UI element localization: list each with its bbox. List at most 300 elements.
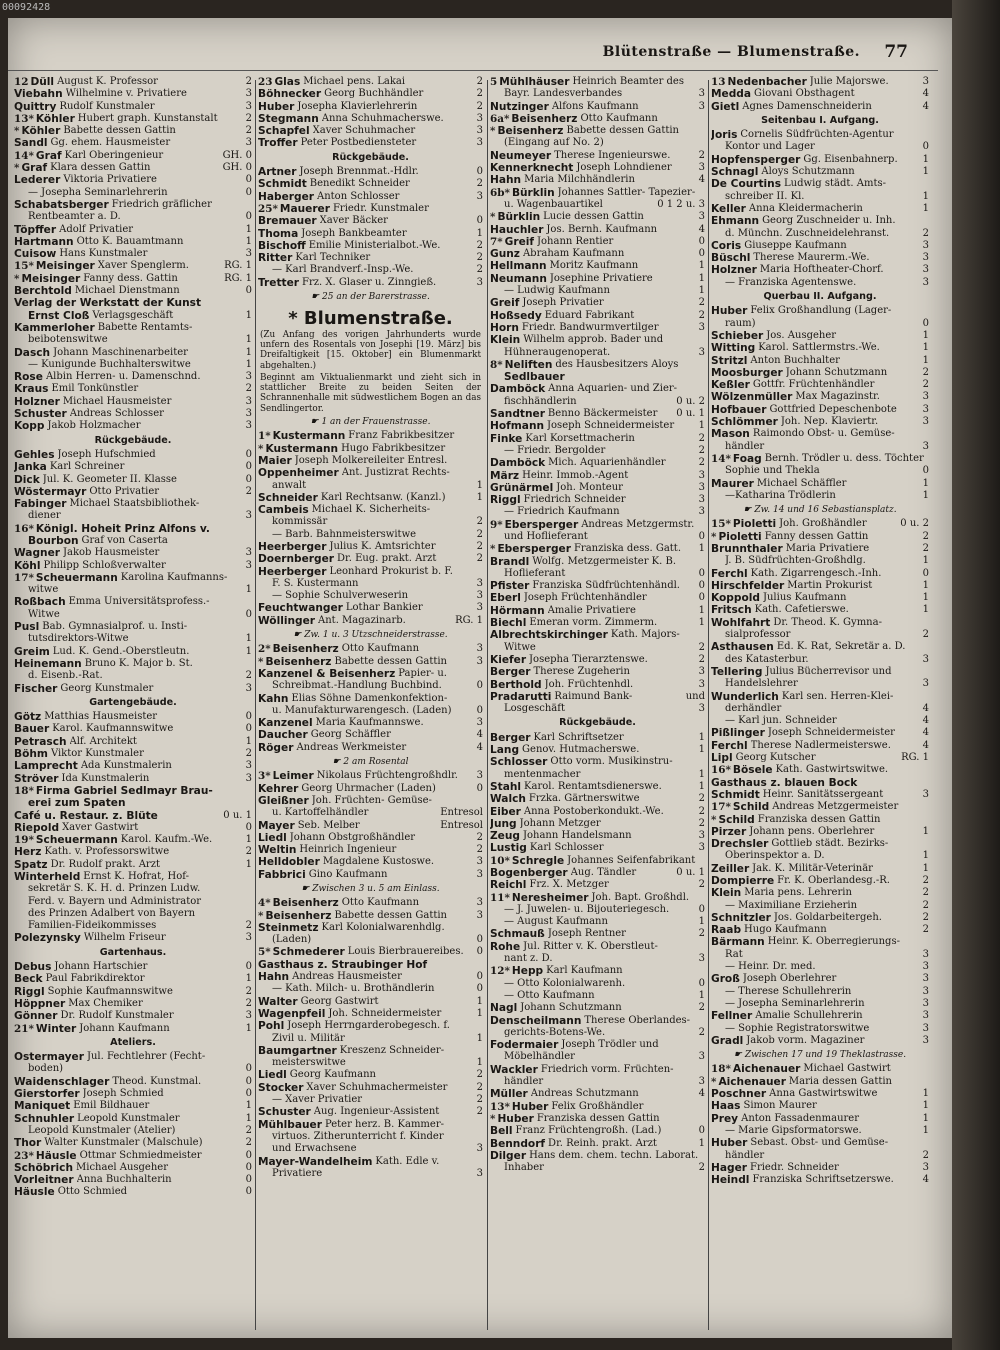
resident-name: Medda (711, 88, 752, 101)
floor-indicator: 1 (245, 858, 252, 870)
resident-name: Daucher (258, 729, 308, 742)
floor-indicator: 2 (476, 844, 483, 856)
resident-occupation: Raimondo Obst- u. Gemüse- (752, 428, 895, 440)
resident-entry (711, 1174, 929, 1186)
floor-indicator: 2 (245, 846, 252, 858)
house-number: 18* (14, 784, 34, 797)
resident-entry (490, 359, 705, 371)
resident-entry (258, 602, 483, 614)
house-number: 9* (490, 518, 503, 531)
resident-entry (14, 1150, 252, 1162)
resident-occupation: Dr. Reinh. prakt. Arzt (548, 1137, 657, 1149)
resident-name: Pusl (14, 621, 40, 634)
entry-continuation (711, 441, 929, 453)
resident-entry (14, 1088, 252, 1100)
floor-indicator: 1 (245, 1112, 252, 1124)
resident-name: Sandtner (490, 408, 545, 421)
resident-name: Huber (497, 1112, 534, 1125)
resident-entry (711, 863, 929, 875)
floor-indicator: 1 (245, 1100, 252, 1112)
house-number: * (258, 442, 264, 455)
resident-entry (258, 1119, 483, 1131)
resident-name: Pfister (490, 580, 530, 593)
floor-indicator: 3 (922, 440, 929, 452)
resident-occupation: Seb. Melber (297, 819, 360, 831)
resident-occupation: Georg Schäffler (310, 729, 391, 741)
resident-occupation: Leonhard Prokurist b. F. (329, 565, 453, 577)
resident-entry (14, 297, 252, 309)
resident-entry (258, 922, 483, 934)
resident-occupation: Sophie Kaufmannswitwe (47, 985, 173, 997)
resident-entry (490, 334, 705, 346)
entry-continuation (14, 896, 252, 908)
resident-name: Schieber (711, 329, 764, 342)
resident-occupation: Joseph Schneidermeister (547, 420, 675, 432)
resident-entry (490, 211, 705, 223)
resident-occupation: Lothar Bankier (345, 602, 423, 614)
resident-occupation: boden) (28, 1063, 64, 1075)
resident-entry (490, 76, 705, 88)
resident-occupation: Karl Kaufmann (546, 965, 623, 977)
resident-occupation: Johann Schutzmann (520, 1002, 622, 1014)
resident-occupation: Emil Bildhauer (73, 1100, 150, 1112)
floor-indicator: 2 (476, 540, 483, 552)
resident-name: Berthold (490, 678, 542, 691)
resident-occupation: Karol. Rentamtsdienerswe. (524, 780, 662, 792)
resident-name: Poschner (711, 1088, 767, 1101)
resident-occupation: Familien-Fideikommisses (28, 920, 157, 932)
resident-occupation: schreiber II. Kl. (725, 190, 805, 202)
resident-name: Hopfensperger (711, 153, 801, 166)
resident-name: Nedenbacher (727, 76, 807, 88)
resident-occupation: Anna Postoberkondukt.-We. (523, 805, 664, 817)
resident-entry (14, 1186, 252, 1198)
resident-occupation: Otto Privatier (89, 485, 160, 497)
resident-entry (711, 973, 929, 985)
resident-occupation: Karol. Kaufm.-We. (120, 834, 213, 846)
house-number: 12 (14, 76, 29, 88)
resident-entry (490, 867, 705, 879)
floor-indicator: 3 (698, 469, 705, 481)
resident-entry (711, 1100, 929, 1112)
entry-continuation (711, 949, 929, 961)
resident-entry (14, 547, 252, 559)
resident-entry (258, 897, 483, 909)
resident-entry (14, 125, 252, 137)
resident-name: Mauerer (279, 202, 330, 215)
floor-indicator: 1 (922, 825, 929, 837)
resident-occupation: August K. Professor (57, 76, 158, 87)
resident-entry (14, 486, 252, 498)
resident-entry (711, 531, 929, 543)
resident-name: Heerberger (258, 565, 327, 578)
resident-occupation: Jakob Holzmacher (47, 420, 141, 432)
house-number: 13 (711, 76, 726, 88)
house-number: * (711, 1075, 717, 1088)
resident-occupation: Emeran vorm. Zimmerm. (529, 617, 658, 629)
floor-indicator: 3 (476, 602, 483, 614)
resident-occupation: Rentbeamter a. D. (28, 211, 121, 223)
resident-entry (490, 420, 705, 432)
resident-name: Nagl (490, 1002, 518, 1015)
resident-occupation: Simon Maurer (743, 1100, 817, 1112)
resident-occupation: Johannes Seifenfabrikant (567, 854, 696, 866)
resident-occupation: u. Wagenbauartikel (504, 198, 603, 210)
house-number: * (258, 909, 264, 922)
resident-name: Maniquet (14, 1100, 71, 1113)
floor-indicator: 2 (698, 805, 705, 817)
resident-entry (490, 1064, 705, 1076)
resident-entry (490, 433, 705, 445)
resident-entry (711, 592, 929, 604)
floor-indicator: 1 (698, 285, 705, 297)
floor-indicator: 2 (476, 100, 483, 112)
resident-entry (14, 822, 252, 834)
resident-entry (711, 203, 929, 215)
entry-continuation (258, 516, 483, 528)
resident-entry (490, 679, 705, 691)
resident-occupation: — Karl Brandverf.-Insp.-We. (272, 264, 414, 276)
resident-occupation: Xaver Schuhmacher (312, 125, 416, 137)
resident-name: Kustermann (265, 442, 339, 455)
resident-occupation: Joseph Schmied (82, 1088, 164, 1100)
resident-name: Spatz (14, 858, 48, 871)
floor-indicator: 0 (698, 248, 705, 260)
resident-entry (258, 541, 483, 553)
resident-name: Drechsler (711, 838, 769, 851)
resident-name: Firma Gabriel Sedlmayr Brau- (35, 784, 213, 797)
resident-entry (490, 519, 705, 531)
resident-occupation: Georg Uhrmacher (Laden) (301, 782, 436, 794)
resident-name: Tellering (711, 665, 763, 678)
resident-occupation: Wilhelm Friseur (83, 932, 166, 944)
resident-occupation: Johann pens. Oberlehrer (749, 825, 875, 837)
resident-entry (258, 203, 483, 215)
resident-entry (490, 941, 705, 953)
resident-occupation: Josepha Klavierlehrerin (297, 100, 418, 112)
floor-indicator: 2 (698, 879, 705, 891)
resident-occupation: Fr. K. Oberlandesg.-R. (777, 875, 890, 886)
resident-name: Häusle (14, 1186, 55, 1199)
section-heading: Gartenhaus. (99, 946, 167, 958)
section-heading: Gartengebäude. (89, 696, 177, 708)
resident-name: Neresheimer (511, 891, 589, 904)
resident-name: Horn (490, 321, 519, 334)
floor-indicator: 1 (698, 420, 705, 432)
resident-occupation: Leopold Kunstmaler (Atelier) (28, 1124, 176, 1136)
resident-name: Lipl (711, 752, 733, 765)
resident-entry (258, 191, 483, 203)
floor-indicator: 3 (698, 211, 705, 223)
resident-entry (711, 568, 929, 580)
resident-occupation: Joseph Brennmat.-Hdlr. (299, 166, 419, 178)
resident-entry (711, 1076, 929, 1088)
resident-name: Gietl (711, 100, 740, 113)
resident-occupation: d. Münchn. Zuschneidelehranst. (725, 227, 890, 239)
resident-occupation: Gottfr. Früchtenhändler (752, 379, 875, 391)
resident-occupation: Mich. Aquarienhändler (548, 457, 666, 469)
entry-continuation (14, 797, 252, 809)
resident-occupation: — August Kaufmann (504, 916, 608, 928)
section-heading: Rückgebäude. (332, 151, 409, 163)
resident-occupation: Anton Buchhalter (750, 354, 840, 366)
entry-continuation (490, 1162, 705, 1174)
resident-occupation: Joseph Rentner (547, 928, 626, 940)
resident-entry (490, 310, 705, 322)
resident-occupation: Kreszenz Schneider- (339, 1044, 445, 1056)
resident-entry (258, 971, 483, 983)
floor-indicator: GH. 0 (222, 162, 252, 174)
resident-entry (14, 1113, 252, 1125)
resident-occupation: Witwe (504, 641, 536, 653)
resident-occupation: Michael Ausgeher (76, 1161, 168, 1173)
resident-name: Häusle (35, 1149, 77, 1162)
floor-indicator: 3 (698, 346, 705, 358)
resident-occupation: Kath. Zigarrengesch.-Inh. (750, 567, 882, 579)
floor-indicator: 4 (922, 739, 929, 751)
resident-entry (14, 871, 252, 883)
floor-indicator: 3 (698, 1051, 705, 1063)
resident-entry (258, 566, 483, 578)
resident-name: Berchtold (14, 285, 72, 298)
resident-occupation: Julius Kaufmann (762, 592, 847, 604)
floor-indicator: 3 (922, 1161, 929, 1173)
resident-entry (258, 240, 483, 252)
resident-entry (14, 711, 252, 723)
resident-occupation: Heinr. Sanitätssergeant (762, 788, 884, 800)
floor-indicator: 0 (476, 971, 483, 983)
floor-indicator: 0 (698, 1125, 705, 1137)
floor-indicator: 2 (245, 748, 252, 760)
floor-indicator: 0 (698, 977, 705, 989)
entry-continuation (490, 769, 705, 781)
entry-continuation (490, 1076, 705, 1088)
floor-indicator: 1 (698, 617, 705, 629)
floor-indicator: 3 (245, 395, 252, 407)
resident-name: Ferchl (711, 739, 748, 752)
resident-entry (14, 760, 252, 772)
resident-occupation: Witwe (28, 608, 60, 620)
resident-name: Lang (490, 744, 520, 757)
floor-indicator: und (685, 690, 705, 702)
floor-indicator: 2 (245, 1124, 252, 1136)
resident-name: Bell (490, 1125, 513, 1138)
resident-occupation: Xaver Schuhmachermeister (306, 1081, 448, 1093)
resident-occupation: diener (28, 510, 61, 522)
resident-name: Beisenherz (511, 112, 578, 125)
resident-entry (14, 408, 252, 420)
resident-name: Düll (30, 76, 55, 88)
resident-occupation: Ida Kunstmalerin (61, 772, 150, 784)
floor-indicator: 1 (476, 1057, 483, 1069)
resident-name: Greim (14, 645, 50, 658)
resident-occupation: Andreas Schlosser (69, 408, 164, 420)
resident-entry (490, 830, 705, 842)
resident-entry (258, 770, 483, 782)
floor-indicator: 3 (922, 948, 929, 960)
floor-indicator: 2 (476, 178, 483, 190)
resident-entry (490, 187, 705, 199)
floor-indicator: 3 (922, 239, 929, 251)
house-number: * (490, 211, 496, 224)
entry-continuation (490, 531, 705, 543)
column-3 (490, 76, 705, 1336)
resident-occupation: Hoflieferant (504, 567, 566, 579)
floor-indicator: 2 (245, 383, 252, 395)
resident-entry (711, 453, 929, 465)
resident-occupation: anwalt (272, 479, 307, 491)
resident-entry (14, 998, 252, 1010)
resident-occupation: Amalie Schullehrerin (755, 1010, 863, 1022)
floor-indicator: 3 (245, 248, 252, 260)
floor-indicator: 3 (476, 1167, 483, 1179)
resident-name: Fischer (14, 682, 58, 695)
resident-occupation: händler (725, 1149, 765, 1161)
resident-entry (711, 924, 929, 936)
resident-name: Riepold (14, 821, 60, 834)
house-number: 12* (490, 965, 510, 978)
floor-indicator: 3 (476, 137, 483, 149)
resident-occupation: Ant. Justizrat Rechts- (341, 467, 450, 479)
resident-name: Berger (490, 731, 531, 744)
resident-subentry (490, 990, 705, 1002)
resident-entry (14, 371, 252, 383)
resident-occupation: Georg Kaufmann (289, 1069, 376, 1081)
resident-subentry (490, 445, 705, 457)
resident-occupation: Kath. Cafetierswe. (754, 604, 849, 616)
resident-name: Pohl (258, 1020, 285, 1033)
resident-entry (490, 691, 705, 703)
resident-occupation: Therese Maurerm.-We. (753, 252, 870, 264)
resident-entry (490, 592, 705, 604)
resident-occupation: Klara dessen Gattin (50, 162, 151, 174)
resident-name: Winterheld (14, 871, 81, 883)
entry-continuation (490, 1051, 705, 1063)
floor-indicator: 2 (476, 264, 483, 276)
floor-indicator: 3 (922, 1022, 929, 1034)
resident-name: Lamprecht (14, 760, 78, 773)
resident-occupation: Andreas Schutzmann (530, 1088, 639, 1100)
resident-occupation: Paul Fabrikdirektor (45, 973, 145, 985)
resident-subentry (490, 285, 705, 297)
floor-indicator: 3 (476, 112, 483, 124)
resident-name: Raab (711, 924, 742, 937)
resident-entry (490, 1039, 705, 1051)
resident-occupation: Emma Universitätsprofess.- (68, 596, 210, 608)
resident-entry (490, 879, 705, 891)
resident-name: Kammerloher (14, 321, 95, 334)
resident-name: Böhnecker (258, 88, 322, 101)
resident-entry (14, 101, 252, 113)
resident-occupation: Viktoria Privatiere (63, 174, 157, 186)
entry-continuation (14, 535, 252, 547)
resident-occupation: Therese Ingenieurswe. (554, 149, 671, 161)
resident-subentry (711, 715, 929, 727)
resident-name: Kraus (14, 383, 49, 396)
floor-indicator: 1 (698, 731, 705, 743)
cross-street-note: ☛ Zw. 14 und 16 Sebastiansplatz. (743, 505, 897, 516)
resident-subentry (711, 490, 929, 502)
resident-name: Holzner (14, 395, 60, 408)
resident-name: Liedl (258, 831, 287, 844)
floor-indicator: 3 (698, 830, 705, 842)
resident-entry (711, 764, 929, 776)
resident-name: Köhler (21, 125, 61, 138)
resident-entry (258, 76, 483, 88)
resident-occupation: — Kunigunde Buchhalterswitwe (28, 358, 191, 370)
resident-occupation: Kontor und Lager (725, 141, 815, 153)
resident-entry (490, 236, 705, 248)
resident-entry (711, 215, 929, 227)
resident-subentry (258, 264, 483, 276)
floor-indicator: 3 (922, 973, 929, 985)
resident-occupation: Jos. Ausgeher (766, 329, 837, 341)
floor-indicator: 1 (922, 477, 929, 489)
entry-continuation (711, 228, 929, 240)
floor-indicator: 1 (922, 202, 929, 214)
resident-name: Wöllinger (258, 614, 316, 627)
resident-name: Königl. Hoheit Prinz Alfons v. (35, 522, 210, 535)
resident-occupation: Franziska dessen Gattin (757, 813, 881, 825)
resident-subentry (711, 986, 929, 998)
floor-indicator: 0 (245, 821, 252, 833)
resident-entry (258, 1045, 483, 1057)
resident-name: Wohlfahrt (711, 616, 771, 629)
floor-indicator: 0 (476, 782, 483, 794)
resident-occupation: u. Kartoffelhändler (272, 807, 369, 819)
resident-occupation: Cornelis Südfrüchten-Agentur (740, 129, 894, 141)
floor-indicator: 2 (245, 985, 252, 997)
resident-entry (490, 260, 705, 272)
resident-name: Rose (14, 371, 43, 384)
resident-occupation: Kath. Gastwirtswitwe. (775, 764, 889, 776)
floor-indicator: 2 (245, 125, 252, 137)
floor-indicator: 1 (698, 543, 705, 555)
floor-indicator: 3 (698, 481, 705, 493)
resident-entry (711, 428, 929, 440)
floor-indicator: 3 (245, 100, 252, 112)
resident-name: Müller (490, 1088, 528, 1101)
entry-continuation (490, 347, 705, 359)
entry-continuation (258, 1168, 483, 1180)
resident-occupation: — Franziska Agentenswe. (725, 276, 857, 288)
resident-name: Doernberger (258, 553, 335, 566)
street-heading: * Blumenstraße. (288, 308, 453, 330)
house-number: 23 (258, 76, 273, 88)
entry-continuation (490, 568, 705, 580)
resident-entry (711, 154, 929, 166)
house-number: * (258, 655, 264, 668)
resident-occupation: Maria Hoftheater-Chorf. (759, 264, 884, 276)
resident-occupation: Maria pens. Lehrerin (744, 887, 852, 899)
resident-occupation: meisterswitwe (272, 1057, 346, 1069)
resident-name: Rohe (490, 940, 521, 953)
resident-entry (258, 693, 483, 705)
resident-name: Fabbrici (258, 868, 306, 881)
resident-occupation: Ernst K. Hofrat, Hof- (83, 871, 189, 882)
floor-indicator: 3 (245, 547, 252, 559)
resident-occupation: Babette dessen Gattin (63, 125, 176, 137)
resident-entry (14, 449, 252, 461)
floor-indicator: 3 (698, 953, 705, 965)
entry-continuation (711, 191, 929, 203)
resident-occupation: Eduard Fabrikant (544, 309, 635, 321)
resident-name: Bogenberger (490, 867, 568, 879)
column-rule (255, 80, 256, 1330)
resident-entry (258, 113, 483, 125)
resident-occupation: Johann Handelsmann (523, 830, 632, 842)
resident-entry (490, 965, 705, 977)
